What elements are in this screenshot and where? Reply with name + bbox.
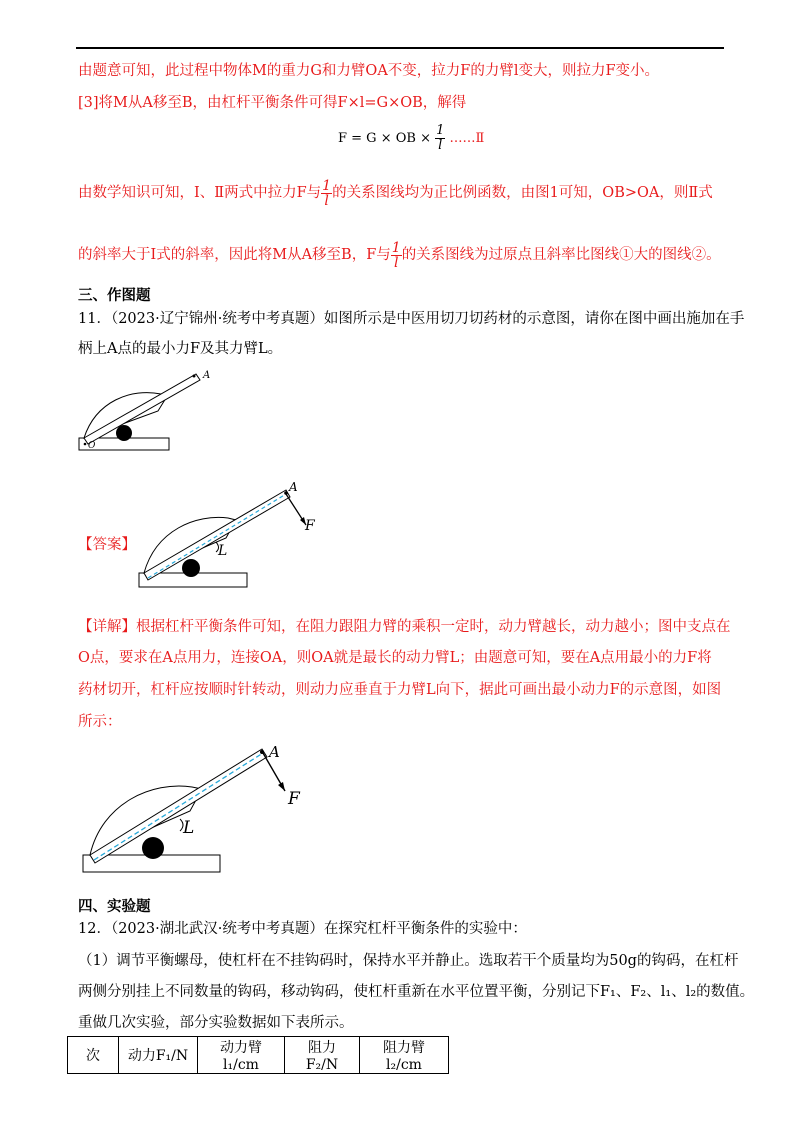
q12-line-4: 重做几次实验，部分实验数据如下表所示。 [78, 1015, 354, 1031]
ans-label-A: A [289, 480, 298, 494]
detail-line-4: 所示： [78, 714, 122, 730]
table-header-cell: 动力F₁/N [119, 1037, 198, 1074]
data-table [67, 1036, 449, 1074]
table-header-row [68, 1037, 449, 1074]
line4-pre: 的斜率大于Ⅰ式的斜率，因此将M从A移至B，F与 [78, 247, 391, 263]
line3-frac-num: 1 [322, 177, 332, 194]
line3-frac-den: l [324, 192, 329, 209]
table-header-cell: 次 [68, 1037, 119, 1074]
formula-num: 1 [436, 123, 445, 138]
q11-line-2: 柄上A点的最小力F及其力臂L。 [78, 341, 283, 357]
formula-den: l [438, 138, 443, 153]
line4-frac-den: l [393, 254, 399, 271]
section4-heading: 四、实验题 [78, 898, 151, 915]
answer-figure [136, 480, 326, 595]
formula-lhs: F = G × OB × [338, 131, 431, 146]
analysis-line-1: 由题意可知，此过程中物体M的重力G和力臂OA不变，拉力F的力臂l变大，则拉力F变小。 [78, 63, 660, 79]
fig-label-O: O [88, 441, 96, 451]
line3-fraction [321, 179, 332, 208]
table-header-cell: 阻力F₂/N [285, 1037, 360, 1074]
analysis-line-2: [3]将M从A移至B，由杠杆平衡条件可得F×l=G×OB，解得 [78, 95, 467, 111]
table-header-cell: 动力臂l₁/cm [198, 1037, 285, 1074]
line4-fraction [391, 241, 402, 270]
analysis-line-3 [78, 176, 713, 210]
ans-label-F: F [305, 518, 315, 534]
formula-tail: ……Ⅱ [449, 131, 485, 146]
line3-pre: 由数学知识可知，Ⅰ、Ⅱ两式中拉力F与 [78, 185, 322, 201]
formula-fraction [435, 124, 445, 153]
cutter-figure [76, 366, 211, 458]
q12-line-3: 两侧分别挂上不同数量的钩码，移动钩码，使杠杆重新在水平位置平衡，分别记下F₁、F₂、l₁、l₂的数值。 [78, 984, 755, 1000]
analysis-line-4 [78, 238, 721, 272]
formula-F [338, 124, 484, 153]
fig-label-A: A [203, 370, 211, 381]
detail-label-F: F [288, 789, 300, 809]
line4-frac-num: 1 [391, 239, 401, 256]
line3-post: 的关系图线均为正比例函数，由图1可知，OB>OA，则Ⅱ式 [332, 185, 713, 201]
line4-post: 的关系图线为过原点且斜率比图线①大的图线②。 [401, 247, 721, 263]
answer-label: 【答案】 [78, 537, 136, 553]
detail-label-L: L [183, 818, 195, 838]
table-header-cell: 阻力臂l₂/cm [360, 1037, 449, 1074]
q11-line-1: 11．（2023·辽宁锦州·统考中考真题）如图所示是中医用切刀切药材的示意图，请你在图中画出施加在手 [78, 311, 745, 327]
section3-heading: 三、作图题 [78, 287, 151, 304]
header-rule [76, 47, 724, 49]
detail-line-1: 【详解】根据杠杆平衡条件可知，在阻力跟阻力臂的乘积一定时，动力臂越长，动力越小；图中支点在 [78, 619, 731, 635]
q12-line-1: 12．（2023·湖北武汉·统考中考真题）在探究杠杆平衡条件的实验中： [78, 921, 527, 937]
q12-line-2: （1）调节平衡螺母，使杠杆在不挂钩码时，保持水平并静止。选取若干个质量均为50g的钩码，在杠杆 [78, 953, 739, 969]
detail-line-2: O点，要求在A点用力，连接OA，则OA就是最长的动力臂L；由题意可知，要在A点用最小的力F将 [78, 650, 712, 666]
detail-label-A: A [269, 743, 280, 761]
detail-figure [80, 737, 320, 877]
ans-label-L: L [218, 543, 228, 559]
detail-line-3: 药材切开，杠杆应按顺时针转动，则动力应垂直于力臂L向下，据此可画出最小动力F的示意图，如图 [78, 682, 722, 698]
